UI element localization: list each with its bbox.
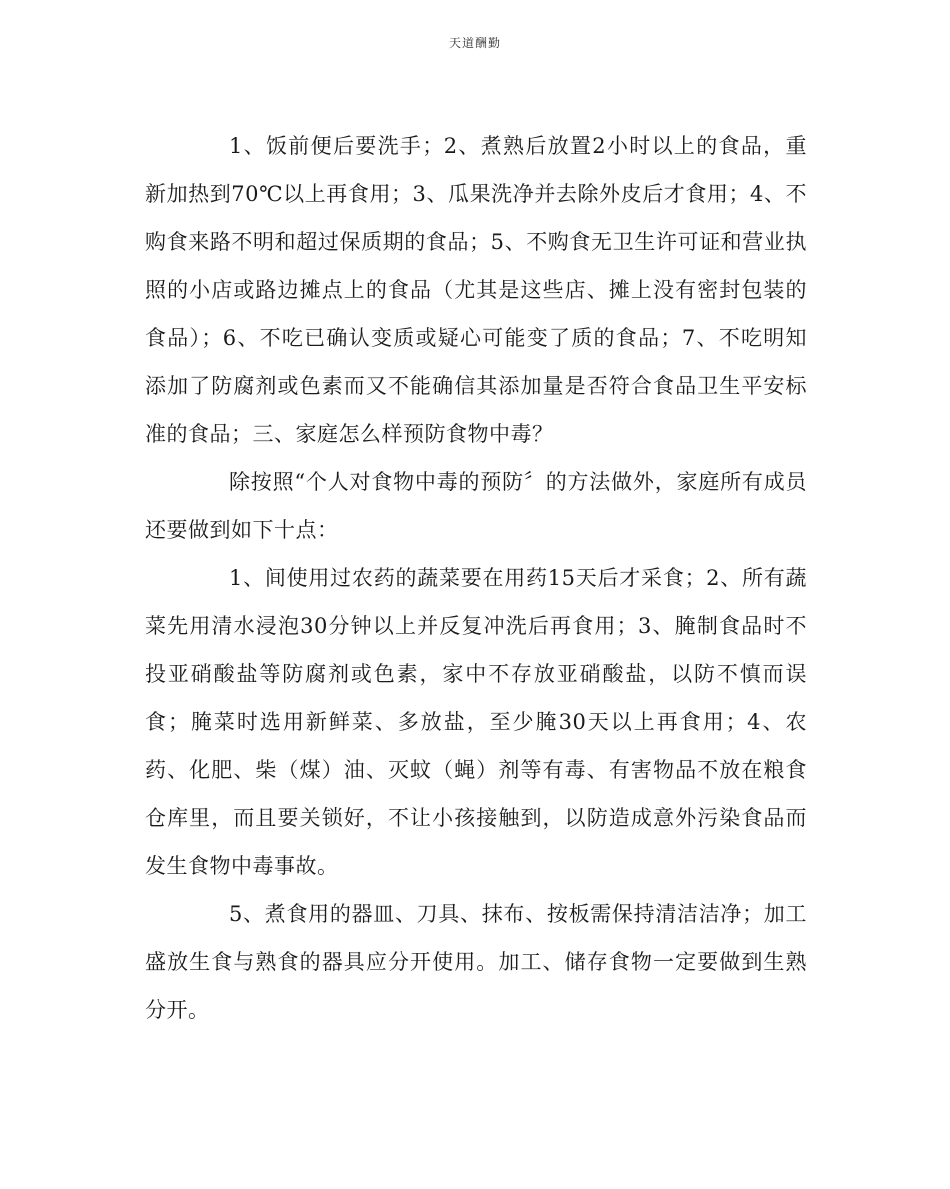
paragraph-3: 1、间使用过农药的蔬菜要在用药15天后才采食；2、所有蔬菜先用清水浸泡30分钟以上并反复冲洗后再食用；3、腌制食品时不投亚硝酸盐等防腐剂或色素，家中不存放亚硝酸盐，以防不慎而误食；腌菜时选用新鲜菜、多放盐，至少腌30天以上再食用；4、农药、化肥、柴（煤）油、灭蚊（蝇）剂等有毒、有害物品不放在粮食仓库里，而且要关锁好，不让小孩接触到，以防造成意外污染食品而发生食物中毒事故。 <box>145 566 807 878</box>
paragraph-2: 除按照“个人对食物中毒的预防〞的方法做外，家庭所有成员还要做到如下十点： <box>145 470 807 542</box>
page-header: 天道酬勤 <box>448 36 501 50</box>
paragraph-4: 5、煮食用的器皿、刀具、抹布、按板需保持清洁洁净；加工盛放生食与熟食的器具应分开使用。加工、储存食物一定要做到生熟分开。 <box>145 902 807 1022</box>
paragraph-1: 1、饭前便后要洗手；2、煮熟后放置2小时以上的食品，重新加热到70℃以上再食用；3、瓜果洗净并去除外皮后才食用；4、不购食来路不明和超过保质期的食品；5、不购食无卫生许可证和营业执照的小店或路边摊点上的食品（尤其是这些店、摊上没有密封包装的食品）；6、不吃已确认变质或疑心可能变了质的食品；7、不吃明知添加了防腐剂或色素而又不能确信其添加量是否符合食品卫生平安标准的食品；三、家庭怎么样预防食物中毒？ <box>145 134 807 446</box>
document-body <box>145 122 807 1034</box>
